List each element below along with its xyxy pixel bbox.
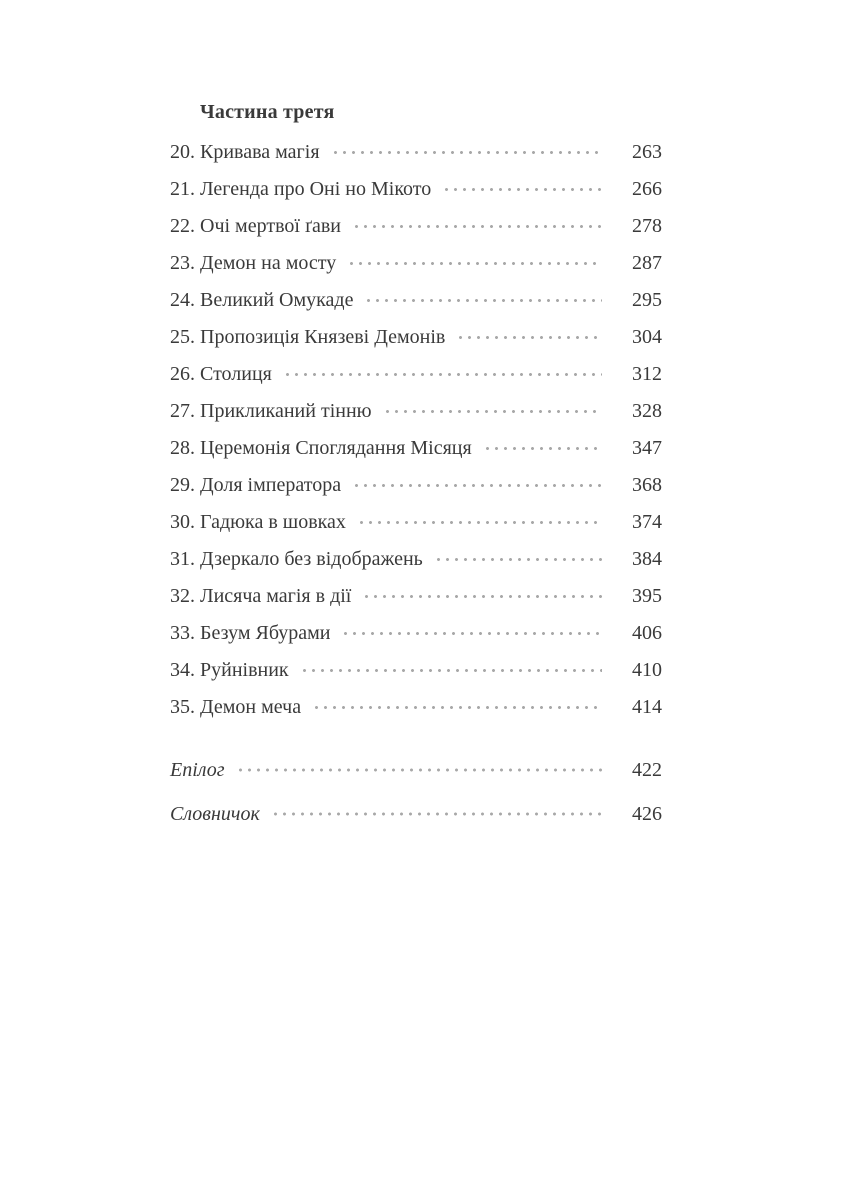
chapter-number: 24. [170,289,195,311]
page-number: 312 [632,363,662,385]
dot-leader [442,171,602,208]
chapter-title: Демон на мосту [200,252,337,274]
dot-leader [364,282,602,319]
toc-entry [170,134,662,171]
chapter-title: Прикликаний тінню [200,400,372,422]
toc-content [170,100,662,836]
toc-entry [170,356,662,393]
toc-entry [170,578,662,615]
chapter-title: Дзеркало без відображень [200,548,423,570]
toc-entry [170,504,662,541]
chapter-title: Очі мертвої ґави [200,215,341,237]
chapter-number: 20. [170,141,195,163]
page-number: 426 [632,803,662,825]
page-number: 347 [632,437,662,459]
chapter-title: Великий Омукаде [200,289,354,311]
chapter-number: 33. [170,622,195,644]
toc-entry [170,541,662,578]
chapter-number: 28. [170,437,195,459]
back-matter-entry [170,792,662,836]
toc-entry [170,393,662,430]
chapter-title: Доля імператора [200,474,342,496]
chapter-title: Легенда про Оні но Мікото [200,178,432,200]
page-number: 287 [632,252,662,274]
dot-leader [283,356,602,393]
page-number: 304 [632,326,662,348]
toc-entry [170,689,662,726]
toc-entry [170,208,662,245]
toc-entry [170,652,662,689]
page-number: 278 [632,215,662,237]
chapter-number: 29. [170,474,195,496]
dot-leader [483,430,602,467]
dot-leader [300,652,602,689]
chapter-title: Лисяча магія в дії [200,585,352,607]
page-number: 328 [632,400,662,422]
dot-leader [271,792,602,836]
dot-leader [341,615,602,652]
toc-entry [170,282,662,319]
chapter-title: Кривава магія [200,141,320,163]
chapter-number: 23. [170,252,195,274]
page-number: 414 [632,696,662,718]
page-number: 368 [632,474,662,496]
chapter-title: Демон меча [200,696,302,718]
chapter-number: 27. [170,400,195,422]
dot-leader [352,208,602,245]
chapter-number: 31. [170,548,195,570]
chapter-title: Безум Ябурами [200,622,331,644]
page-number: 263 [632,141,662,163]
page-number: 395 [632,585,662,607]
chapter-title: Пропозиція Князеві Демонів [200,326,446,348]
toc-entry [170,467,662,504]
page-number: 410 [632,659,662,681]
dot-leader [362,578,602,615]
chapter-number: 30. [170,511,195,533]
page-number: 422 [632,759,662,781]
chapter-number: 32. [170,585,195,607]
chapter-title: Руйнівник [200,659,289,681]
toc-entry [170,319,662,356]
dot-leader [236,748,602,792]
dot-leader [312,689,602,726]
dot-leader [357,504,602,541]
back-matter-list [170,748,662,836]
dot-leader [456,319,602,356]
chapter-title: Церемонія Споглядання Місяця [200,437,472,459]
dot-leader [383,393,602,430]
chapter-number: 26. [170,363,195,385]
back-matter-title: Епілог [170,759,225,781]
back-matter-entry [170,748,662,792]
chapter-title: Столиця [200,363,272,385]
page-number: 384 [632,548,662,570]
dot-leader [434,541,602,578]
dot-leader [352,467,602,504]
chapter-title: Гадюка в шовках [200,511,346,533]
toc-entry [170,245,662,282]
dot-leader [347,245,602,282]
page-number: 295 [632,289,662,311]
toc-list [170,134,662,726]
chapter-number: 35. [170,696,195,718]
chapter-number: 34. [170,659,195,681]
page-number: 266 [632,178,662,200]
toc-entry [170,430,662,467]
dot-leader [331,134,602,171]
section-header: Частина третя [200,101,335,123]
chapter-number: 22. [170,215,195,237]
page-number: 406 [632,622,662,644]
page-number: 374 [632,511,662,533]
chapter-number: 25. [170,326,195,348]
toc-entry [170,615,662,652]
toc-entry [170,171,662,208]
back-matter-title: Словничок [170,803,260,825]
chapter-number: 21. [170,178,195,200]
